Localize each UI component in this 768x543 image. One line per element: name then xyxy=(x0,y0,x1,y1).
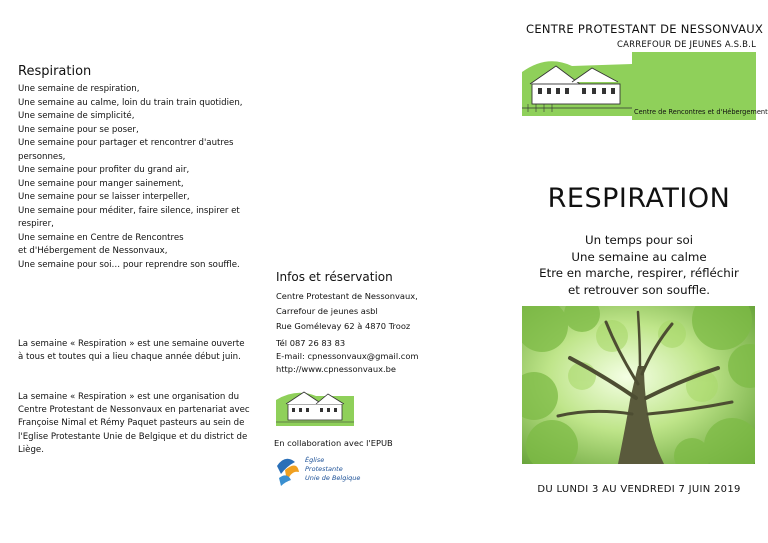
list-line: Une semaine pour profiter du grand air, xyxy=(18,165,190,175)
epub-line: Unie de Belgique xyxy=(305,474,361,482)
list-line: Une semaine au calme, loin du train train quotidien, xyxy=(18,97,243,108)
organisation-subtitle: CARREFOUR DE JEUNES A.S.B.L xyxy=(617,40,757,50)
list-line: respirer, xyxy=(18,219,54,229)
list-line: personnes, xyxy=(18,151,66,162)
address-line: Carrefour de jeunes asbl xyxy=(276,306,378,316)
organisation-name: CENTRE PROTESTANT DE NESSONVAUX xyxy=(526,22,764,36)
list-line: Une semaine de simplicité, xyxy=(18,111,135,121)
description-paragraph: La semaine « Respiration » est une semaine ouverte à tous et toutes qui a lieu chaque année début juin. xyxy=(18,339,245,363)
list-line: Une semaine pour méditer, faire silence, inspirer et xyxy=(18,205,240,216)
address-block xyxy=(276,289,418,334)
subtitle-block xyxy=(506,232,768,298)
list-line: Une semaine de respiration, xyxy=(18,84,140,94)
event-dates: DU LUNDI 3 AU VENDREDI 7 JUIN 2019 xyxy=(537,484,741,495)
email-link[interactable]: E-mail: cpnessonvaux@gmail.com xyxy=(276,350,419,361)
list-line: Une semaine pour se poser, xyxy=(18,124,139,135)
subtitle-line: et retrouver son souffle. xyxy=(567,282,711,297)
contact-block xyxy=(276,337,418,375)
subtitle-line: Un temps pour soi xyxy=(584,233,694,247)
info-heading: Infos et réservation xyxy=(276,270,393,284)
collaboration-text: En collaboration avec l'EPUB xyxy=(274,438,393,448)
list-line: et d'Hébergement de Nessonvaux, xyxy=(18,246,168,256)
phone-text: Tél 087 26 83 83 xyxy=(276,338,346,348)
subtitle-line: Etre en marche, respirer, réfléchir xyxy=(539,266,739,280)
epub-logo xyxy=(275,452,365,488)
subtitle-line: Une semaine au calme xyxy=(571,249,707,264)
list-line: Une semaine en Centre de Rencontres xyxy=(18,232,184,243)
address-line: Rue Gomélevay 62 à 4870 Trooz xyxy=(276,321,411,331)
list-line: Une semaine pour manger sainement, xyxy=(18,178,184,189)
tree-photo xyxy=(522,306,755,464)
green-banner-caption: Centre de Rencontres et d'Hébergement xyxy=(634,108,768,116)
house-drawing-small xyxy=(276,382,354,426)
respiration-list xyxy=(18,83,254,272)
house-drawing-logo xyxy=(522,52,632,116)
list-line: Une semaine pour partager et rencontrer d'autres xyxy=(18,138,234,148)
website-link[interactable]: http://www.cpnessonvaux.be xyxy=(276,363,396,374)
list-line: Une semaine pour soi… pour reprendre son souffle. xyxy=(18,259,240,270)
epub-line: Protestante xyxy=(305,465,343,473)
epub-line: Église xyxy=(305,456,325,464)
list-line: Une semaine pour se laisser interpeller, xyxy=(18,192,190,202)
address-line: Centre Protestant de Nessonvaux, xyxy=(276,291,418,301)
organisation-paragraph: La semaine « Respiration » est une organisation du Centre Protestant de Nessonvaux en partenariat avec Françoise Nimal et Rémy Paquet pasteurs au sein de l'Eglise Protestante Unie de Belgique et du district de Liège. xyxy=(18,392,250,455)
main-title: RESPIRATION xyxy=(547,183,731,214)
respiration-heading: Respiration xyxy=(18,64,92,79)
